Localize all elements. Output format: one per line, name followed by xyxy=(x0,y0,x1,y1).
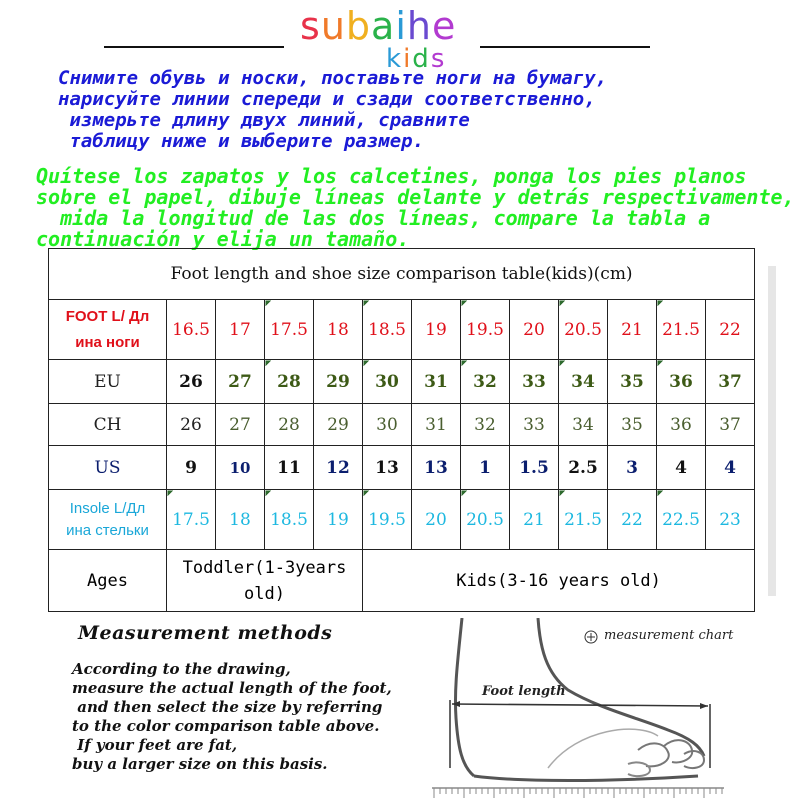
brand-kids-letter: s xyxy=(430,44,447,74)
insole-length-cell: 22 xyxy=(608,490,657,550)
foot-length-cell: 20.5 xyxy=(559,300,608,360)
us-size-cell: 13 xyxy=(412,446,461,490)
method-line: buy a larger size on this basis. xyxy=(72,755,328,773)
ch-size-cell: 28 xyxy=(265,404,314,446)
brand-kids-letter: i xyxy=(403,44,413,74)
us-size-cell: 10 xyxy=(216,446,265,490)
ch-size-cell: 27 xyxy=(216,404,265,446)
ch-size-cell: 33 xyxy=(510,404,559,446)
us-size-cell: 1.5 xyxy=(510,446,559,490)
us-size-cell: 4 xyxy=(657,446,706,490)
side-shadow xyxy=(768,266,776,596)
eu-size-cell: 36 xyxy=(657,360,706,404)
instruction-line-es: sobre el papel, dibuje líneas delante y detrás respectivamente, xyxy=(36,185,795,209)
eu-label: EU xyxy=(49,360,167,404)
us-size-cell: 4 xyxy=(706,446,755,490)
brand-name xyxy=(300,4,456,48)
foot-length-cell: 17.5 xyxy=(265,300,314,360)
us-size-cell: 9 xyxy=(167,446,216,490)
ch-size-cell: 32 xyxy=(461,404,510,446)
us-size-cell: 12 xyxy=(314,446,363,490)
eu-size-cell: 33 xyxy=(510,360,559,404)
us-size-cell: 1 xyxy=(461,446,510,490)
us-size-cell: 13 xyxy=(363,446,412,490)
size-comparison-table xyxy=(48,248,755,612)
foot-illustration xyxy=(428,618,800,800)
instructions-spanish xyxy=(36,166,796,250)
method-line: According to the drawing, xyxy=(72,660,291,678)
eu-size-cell: 31 xyxy=(412,360,461,404)
foot-length-cell: 21.5 xyxy=(657,300,706,360)
insole-length-cell: 21.5 xyxy=(559,490,608,550)
heel-outline xyxy=(455,618,474,776)
eu-size-cell: 29 xyxy=(314,360,363,404)
foot-length-cell: 16.5 xyxy=(167,300,216,360)
method-line: measure the actual length of the foot, xyxy=(72,679,392,697)
insole-length-cell: 19 xyxy=(314,490,363,550)
logo-right-line xyxy=(480,46,650,48)
ch-size-cell: 30 xyxy=(363,404,412,446)
insole-length-cell: 20 xyxy=(412,490,461,550)
brand-name-letter: b xyxy=(345,4,372,48)
brand-kids-letter: d xyxy=(412,44,431,74)
insole-length-label: Insole L/Дл ина стельки xyxy=(49,490,167,550)
brand-logo xyxy=(0,2,800,74)
foot-length-cell: 18 xyxy=(314,300,363,360)
instruction-line-ru: нарисуйте линии спереди и сзади соответственно, xyxy=(58,88,596,110)
insole-length-cell: 18.5 xyxy=(265,490,314,550)
insole-length-cell: 18 xyxy=(216,490,265,550)
foot-length-cell: 19.5 xyxy=(461,300,510,360)
instruction-line-ru: таблицу ниже и выберите размер. xyxy=(58,130,425,152)
ch-size-cell: 36 xyxy=(657,404,706,446)
foot-length-cell: 20 xyxy=(510,300,559,360)
ages-kids: Kids(3-16 years old) xyxy=(363,550,755,612)
eu-size-cell: 34 xyxy=(559,360,608,404)
insole-length-cell: 19.5 xyxy=(363,490,412,550)
ages-label: Ages xyxy=(49,550,167,612)
instructions-russian xyxy=(58,68,778,152)
ch-label: CH xyxy=(49,404,167,446)
us-size-cell: 11 xyxy=(265,446,314,490)
ages-toddler: Toddler(1-3years old) xyxy=(167,550,363,612)
method-title: Measurement methods xyxy=(78,622,333,644)
insole-length-cell: 21 xyxy=(510,490,559,550)
ch-size-cell: 34 xyxy=(559,404,608,446)
foot-length-arrow xyxy=(452,704,708,706)
ch-size-cell: 31 xyxy=(412,404,461,446)
us-size-cell: 3 xyxy=(608,446,657,490)
brand-name-letter: e xyxy=(431,4,457,48)
eu-size-cell: 32 xyxy=(461,360,510,404)
brand-name-letter: a xyxy=(371,4,396,48)
sole-outline xyxy=(474,776,698,781)
method-instructions xyxy=(72,660,392,774)
brand-name-letter: h xyxy=(406,4,432,48)
instruction-line-es: Quítese los zapatos y los calcetines, ponga los pies planos xyxy=(36,164,747,188)
brand-kids-letter: k xyxy=(386,44,404,74)
instruction-line-es: continuación y elija un tamaño. xyxy=(36,227,410,251)
eu-size-cell: 30 xyxy=(363,360,412,404)
foot-length-label: FOOT L/ Дл ина ноги xyxy=(49,300,167,360)
brand-name-letter: s xyxy=(300,4,321,48)
measurement-chart-label: measurement chart xyxy=(604,628,734,643)
instruction-line-es: mida la longitud de las dos líneas, compare la tabla a xyxy=(36,206,711,230)
foot-length-cell: 18.5 xyxy=(363,300,412,360)
ch-size-cell: 29 xyxy=(314,404,363,446)
foot-length-label-chart: Foot length xyxy=(482,684,566,699)
eu-size-cell: 35 xyxy=(608,360,657,404)
brand-name-letter: u xyxy=(320,4,346,48)
table-title: Foot length and shoe size comparison table(kids)(cm) xyxy=(49,249,755,300)
eu-size-cell: 27 xyxy=(216,360,265,404)
us-size-cell: 2.5 xyxy=(559,446,608,490)
ruler-ticks xyxy=(434,788,722,798)
us-label: US xyxy=(49,446,167,490)
insole-length-cell: 23 xyxy=(706,490,755,550)
logo-left-line xyxy=(104,46,284,48)
eu-size-cell: 26 xyxy=(167,360,216,404)
ch-size-cell: 26 xyxy=(167,404,216,446)
insole-length-cell: 22.5 xyxy=(657,490,706,550)
method-line: to the color comparison table above. xyxy=(72,717,380,735)
insole-length-cell: 20.5 xyxy=(461,490,510,550)
foot-length-cell: 17 xyxy=(216,300,265,360)
instruction-line-ru: Снимите обувь и носки, поставьте ноги на бумагу, xyxy=(58,67,608,89)
method-line: If your feet are fat, xyxy=(72,736,238,754)
foot-length-cell: 21 xyxy=(608,300,657,360)
ch-size-cell: 37 xyxy=(706,404,755,446)
instruction-line-ru: измерьте длину двух линий, сравните xyxy=(58,109,470,131)
brand-name-letter: i xyxy=(395,4,407,48)
foot-length-cell: 19 xyxy=(412,300,461,360)
toe-4 xyxy=(628,762,650,776)
insole-length-cell: 17.5 xyxy=(167,490,216,550)
foot-length-cell: 22 xyxy=(706,300,755,360)
ch-size-cell: 35 xyxy=(608,404,657,446)
eu-size-cell: 37 xyxy=(706,360,755,404)
arrow-right-head xyxy=(700,703,708,709)
method-line: and then select the size by referring xyxy=(72,698,383,716)
eu-size-cell: 28 xyxy=(265,360,314,404)
